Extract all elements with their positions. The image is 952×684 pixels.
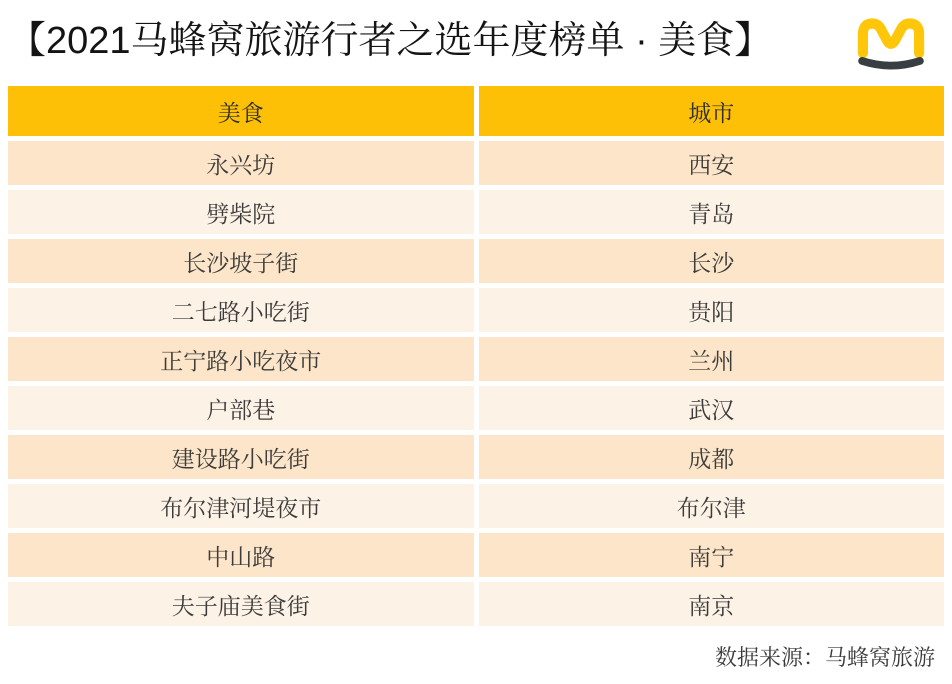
- city-cell: 布尔津: [479, 484, 945, 528]
- city-cell: 成都: [479, 435, 945, 479]
- ranking-table: [8, 86, 944, 626]
- table-row: [8, 435, 944, 479]
- city-cell: 南京: [479, 582, 945, 626]
- food-cell: 劈柴院: [8, 190, 474, 234]
- food-cell: 永兴坊: [8, 141, 474, 185]
- table-row: [8, 582, 944, 626]
- mafengwo-logo-icon: [852, 16, 930, 70]
- city-cell: 西安: [479, 141, 945, 185]
- table-row: [8, 484, 944, 528]
- table-row: [8, 288, 944, 332]
- column-header-food: 美食: [8, 86, 474, 136]
- city-cell: 武汉: [479, 386, 945, 430]
- data-source-caption: 数据来源：马蜂窝旅游: [714, 645, 935, 670]
- logo-m-stroke: [863, 24, 919, 54]
- table-header-row: [8, 86, 944, 136]
- food-cell: 二七路小吃街: [8, 288, 474, 332]
- food-cell: 夫子庙美食街: [8, 582, 474, 626]
- food-cell: 户部巷: [8, 386, 474, 430]
- table-row: [8, 239, 944, 283]
- food-cell: 正宁路小吃夜市: [8, 337, 474, 381]
- food-cell: 布尔津河堤夜市: [8, 484, 474, 528]
- city-cell: 长沙: [479, 239, 945, 283]
- table-row: [8, 190, 944, 234]
- page-title: 【2021马蜂窝旅游行者之选年度榜单 · 美食】: [8, 20, 773, 62]
- column-header-city: 城市: [479, 86, 945, 136]
- city-cell: 贵阳: [479, 288, 945, 332]
- food-cell: 建设路小吃街: [8, 435, 474, 479]
- city-cell: 南宁: [479, 533, 945, 577]
- city-cell: 兰州: [479, 337, 945, 381]
- table-row: [8, 533, 944, 577]
- food-cell: 长沙坡子街: [8, 239, 474, 283]
- table-row: [8, 386, 944, 430]
- table-row: [8, 141, 944, 185]
- food-cell: 中山路: [8, 533, 474, 577]
- logo-smile-stroke: [862, 61, 920, 66]
- table-row: [8, 337, 944, 381]
- city-cell: 青岛: [479, 190, 945, 234]
